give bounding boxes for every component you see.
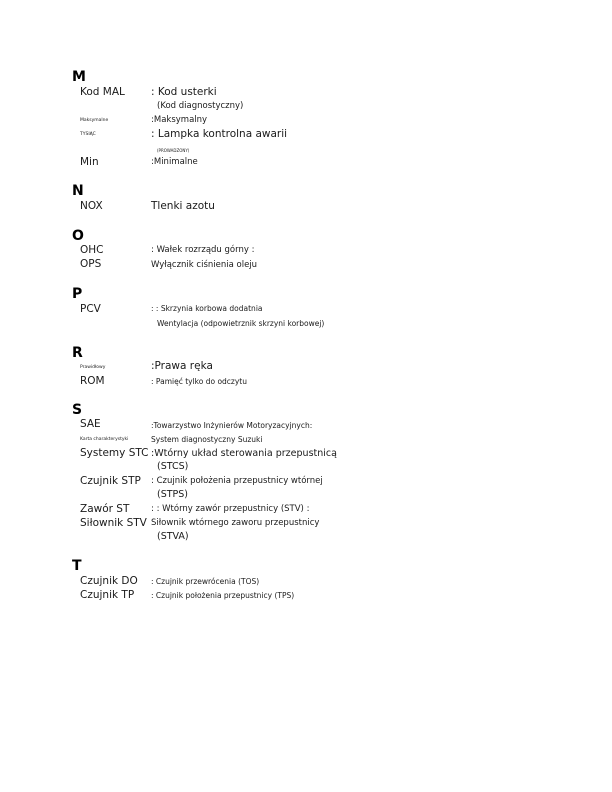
def-prawidlowy: :Prawa ręka xyxy=(151,360,213,372)
term-karta: Karta charakterystyki xyxy=(80,437,129,442)
term-stc: Systemy STC xyxy=(80,447,149,459)
term-ops: OPS xyxy=(80,258,102,270)
def-stva-line2: (STVA) xyxy=(157,531,189,542)
def-tp: : Czujnik położenia przepustnicy (TPS) xyxy=(151,591,295,600)
def-stc-line2: (STCS) xyxy=(157,461,189,472)
def-tysiac-line2: (PROWADZONY) xyxy=(157,148,190,153)
term-stv: Zawór ST xyxy=(80,503,130,515)
def-ohc: : Wałek rozrządu górny : xyxy=(151,245,255,255)
term-to: Czujnik DO xyxy=(80,575,138,587)
term-ohc: OHC xyxy=(80,244,104,256)
term-tp: Czujnik TP xyxy=(80,589,135,601)
def-stva: Siłownik wtórnego zaworu przepustnicy xyxy=(151,518,320,528)
def-stp-line2: (STPS) xyxy=(157,489,189,500)
def-to: : Czujnik przewrócenia (TOS) xyxy=(151,577,260,586)
term-stp: Czujnik STP xyxy=(80,475,141,487)
section-letter-o: O xyxy=(72,228,84,244)
term-nox: NOX xyxy=(80,200,103,212)
term-prawidlowy: Prawidłowy xyxy=(80,365,106,370)
term-maksymalne: Maksymalne xyxy=(80,118,109,123)
term-pcv: PCV xyxy=(80,303,101,315)
term-rom: ROM xyxy=(80,375,105,387)
term-min: Min xyxy=(80,156,99,168)
def-kod-mal: : Kod usterki xyxy=(151,86,217,98)
term-kod-mal: Kod MAL xyxy=(80,86,125,98)
term-sae: SAE xyxy=(80,418,101,430)
def-nox: Tlenki azotu xyxy=(151,200,215,212)
section-letter-r: R xyxy=(72,345,83,361)
def-pcv-line2: Wentylacja (odpowietrznik skrzyni korbowej) xyxy=(157,319,325,328)
def-stp: : Czujnik położenia przepustnicy wtórnej xyxy=(151,476,323,486)
section-letter-s: S xyxy=(72,402,83,418)
def-ops: Wyłącznik ciśnienia oleju xyxy=(151,260,258,270)
def-maksymalne: :Maksymalny xyxy=(151,115,208,125)
def-stv: : : Wtórny zawór przepustnicy (STV) : xyxy=(151,504,310,514)
def-stc: :Wtórny układ sterowania przepustnicą xyxy=(151,448,337,459)
def-kod-mal-line2: (Kod diagnostyczny) xyxy=(157,101,244,111)
def-rom: : Pamięć tylko do odczytu xyxy=(151,377,247,386)
def-pcv: : : Skrzynia korbowa dodatnia xyxy=(151,304,263,313)
def-sae: :Towarzystwo Inżynierów Motoryzacyjnych: xyxy=(151,421,313,430)
term-tysiac: TYSIĄC xyxy=(80,132,96,137)
section-letter-p: P xyxy=(72,286,83,302)
def-min: :Minimalne xyxy=(151,157,198,167)
section-letter-n: N xyxy=(72,183,84,199)
def-tysiac: : Lampka kontrolna awarii xyxy=(151,128,288,140)
section-letter-t: T xyxy=(72,558,82,574)
term-stva: Siłownik STV xyxy=(80,517,147,529)
section-letter-m: M xyxy=(72,69,86,85)
def-karta: System diagnostyczny Suzuki xyxy=(151,435,263,444)
